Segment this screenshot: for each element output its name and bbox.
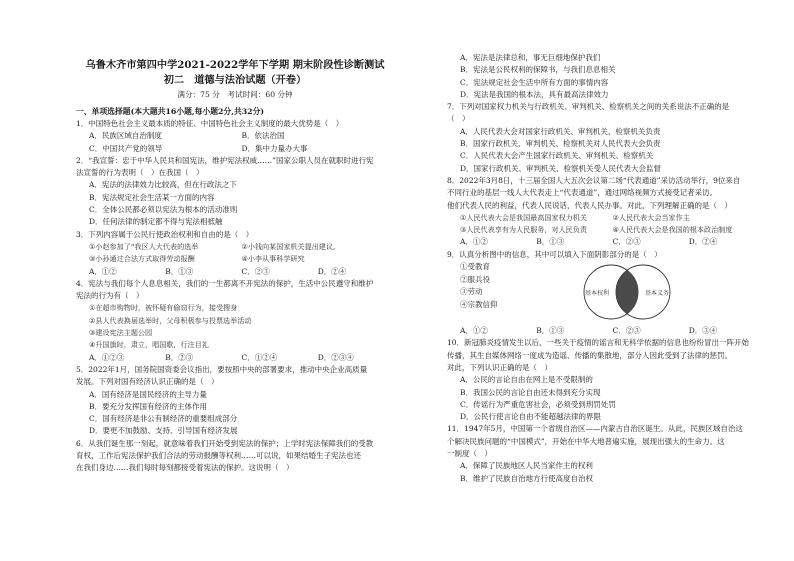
question-7	[447, 101, 765, 126]
option-d[interactable]: D．宪法是我国的根本法，具有最高法律效力	[460, 89, 609, 99]
question-10	[447, 337, 765, 374]
option-c[interactable]: C．中国共产党的领导	[89, 143, 163, 153]
option-c[interactable]: C．②③	[612, 326, 641, 336]
question-stem: 2．“我宣誓：忠于中华人民共和国宪法，维护宪法权威……”国家公职人员在就职时进行宪	[76, 155, 374, 165]
option-a[interactable]: A．保障了民族地区人民当家作主的权利	[460, 461, 593, 471]
question-3	[76, 229, 394, 241]
option-c[interactable]: C．宪法规定社会生活中所有方面的事情内容	[460, 77, 609, 87]
question-stem: 育权，工作后宪法保护我们合法的劳动报酬等权利……可以说，如果结婚生子宪法也还	[76, 451, 361, 461]
exam-meta: 满分：75 分 考试时间：60 分钟	[177, 90, 293, 99]
option-d[interactable]: D．公民行使言论自由不能超越法律的界限	[460, 412, 602, 422]
question-5	[76, 364, 394, 389]
section-heading: 一、单项选择题(本大题共16小题,每小题2分,共32分)	[76, 107, 265, 116]
option-b[interactable]: B．要充分发挥国有经济的主体作用	[89, 401, 208, 411]
venn-items	[447, 261, 557, 311]
question-stem: 宪法的行为有（ ）	[76, 291, 144, 301]
question-stem: 不同行业的基层一线人大代表走上“代表通道”，通过网络视频方式接受记者采访。	[447, 188, 718, 198]
option-c[interactable]: C．国有经济是非公有制经济的重要组成部分	[89, 414, 238, 424]
item-1: ①小赵参加了“我区人大代表的选举	[89, 241, 199, 251]
option-c[interactable]: C．全体公民都必须以宪法为根本的活动准则	[89, 205, 238, 215]
items-row	[447, 212, 765, 224]
question-stem: 他们代表人民的利益，代表人民说话，代表人民办事。对此，下列理解正确的是（ ）	[447, 200, 732, 210]
item-3: ③小孙通过合法方式取得劳动报酬	[89, 254, 195, 264]
options-row	[447, 325, 765, 337]
option-a[interactable]: A．①②	[460, 237, 488, 247]
option-d[interactable]: D．国家行政机关、审判机关、检察机关受人民代表大会监督	[460, 163, 662, 173]
venn-block	[447, 261, 765, 325]
item-3: ③劳动	[460, 287, 483, 297]
item-1: ①人民代表大会是我国最高国家权力机关	[460, 212, 587, 222]
option-b[interactable]: B．维护了民族自治地方行使高度自治权	[460, 473, 594, 483]
question-8	[447, 175, 765, 212]
options-row	[447, 236, 765, 248]
option-a[interactable]: A．①②③	[89, 352, 125, 362]
option-b[interactable]: B．宪法是公民权利的保障书，与我们息息相关	[460, 65, 616, 75]
option-d[interactable]: D．②③④	[317, 352, 354, 362]
question-stem: 10．新冠肺炎疫情发生以后，一些关于疫情的谣言和无科学依据的信息也纷纷冒出一阵开始	[447, 338, 750, 348]
question-stem: 8．2022年3月8日，十三届全国人大五次会议第二场“代表通道”采访活动举行，9位来自	[447, 175, 741, 185]
question-stem: 6．从我们诞生那一刻起，就意味着我们开始受到宪法的保护；上学时宪法保障我们的受教	[76, 438, 374, 448]
item-4: ④宗教信仰	[460, 299, 498, 309]
option-a[interactable]: A．①②	[89, 266, 117, 276]
option-c[interactable]: C．①②④	[241, 352, 278, 362]
option-b[interactable]: B．①③	[165, 266, 194, 276]
item-2: ②服兵役	[460, 274, 490, 284]
option-a[interactable]: A．人民代表大会对国家行政机关、审判机关、检察机关负责	[460, 126, 661, 136]
option-b[interactable]: B．我国公民的言论自由还未得到充分实现	[460, 387, 601, 397]
question-stem: 11．1947年5月，中国第一个省级自治区——内蒙古自治区诞生。从此，民族区域自治这	[447, 424, 743, 434]
option-d[interactable]: D．要更不加鼓励、支持、引导国有经济发展	[89, 426, 238, 436]
venn-right-label: 基本义务	[644, 290, 670, 298]
question-stem: 个解决民族问题的“中国模式”，开始在中华大地普遍实施，展现出强大的生命力。这	[447, 436, 725, 446]
item-1: ①在超市购物时，被怀疑有偷窃行为，接受搜身	[89, 303, 238, 313]
question-stem: 4．宪法与我们每个人息息相关，我们的一生都离不开宪法的保护，生活中公民遵守和维护	[76, 278, 374, 288]
option-b[interactable]: B．依法治国	[241, 131, 285, 141]
option-b[interactable]: B．①③	[536, 237, 565, 247]
question-stem: 对此，下列认识正确的是（ ）	[447, 362, 552, 372]
exam-title: 乌鲁木齐市第四中学2021-2022学年下学期 期末阶段性诊断测试	[85, 59, 385, 71]
left-column	[76, 0, 394, 475]
option-b[interactable]: B．国家行政机关、审判机关、检察机关对人民代表大会负责	[460, 139, 661, 149]
options-row	[76, 266, 394, 278]
question-2	[76, 155, 394, 180]
question-11	[447, 423, 765, 460]
right-column	[447, 52, 765, 485]
item-1: ①受教育	[460, 262, 490, 272]
option-a[interactable]: A．①②	[460, 326, 488, 336]
option-c[interactable]: C．②③	[612, 237, 641, 247]
question-stem: 传播，其生自媒体网络一度成为造谣、传播的集散地，部分人因此受到了法律的惩罚。	[447, 350, 732, 360]
option-b[interactable]: B．①③	[536, 326, 565, 336]
item-3: ③人民代表享有为人民服务，对人民负责	[460, 225, 587, 235]
question-stem: 9．认真分析图中的信息，其中可以填入下面阴影部分的是（ ）	[447, 249, 662, 259]
item-4: ④升国旗时，肃立，唱国歌，行注目礼	[89, 340, 209, 350]
option-d[interactable]: D．任何法律的制定都不得与宪法相抵触	[89, 217, 223, 227]
option-d[interactable]: D．③④	[688, 326, 718, 336]
option-d[interactable]: D．②④	[688, 237, 718, 247]
options-row	[76, 143, 394, 155]
question-stem: 1．中国特色社会主义最本质的特征、中国特色社会主义制度的最大优势是（ ）	[76, 119, 344, 128]
option-a[interactable]: A．民族区域自治制度	[89, 131, 162, 141]
question-6	[76, 438, 394, 475]
question-stem: （ ）	[447, 114, 470, 124]
option-a[interactable]: A．国有经济是国民经济的主导力量	[89, 389, 207, 399]
item-2: ②小钱向某国家机关提出建议,	[241, 241, 336, 251]
question-stem: 5．2022年1月，国务院国资委会议指出，要按照中央的部署要求，推动中央企业高质量	[76, 364, 368, 374]
option-b[interactable]: B．②③	[165, 352, 194, 362]
question-stem: 发展。下列对国有经济认识正确的是（ ）	[76, 377, 219, 387]
question-stem: 3．下列内容属于公民行使政治权利和自由的是（ ）	[76, 229, 254, 239]
question-stem: 在我们身边……我们每时每刻都接受着宪法的保护。这说明（ ）	[76, 463, 294, 473]
options-row	[76, 352, 394, 364]
items-row	[76, 253, 394, 265]
exam-subtitle: 初二 道德与法治试题（开卷）	[163, 74, 307, 86]
question-stem: 法宣誓的行为表明（ ）在我国（ ）	[76, 168, 204, 178]
items-row	[447, 224, 765, 236]
option-c[interactable]: C．传谣行为严重危害社会，必须受到刑罚处罚	[460, 399, 616, 409]
option-d[interactable]: D．②④	[317, 266, 347, 276]
option-c[interactable]: C．②③	[241, 266, 270, 276]
option-d[interactable]: D．集中力量办大事	[241, 143, 308, 153]
item-2: ②人民代表大会当家作主	[612, 212, 690, 222]
option-b[interactable]: B．宪法规定社会生活某一方面的内容	[89, 192, 215, 202]
item-4: ④小李从事科学研究	[241, 254, 305, 264]
item-2: ②县人代表换届选举时，父母积极参与投票选举活动	[89, 315, 252, 325]
option-a[interactable]: A．宪法的法律效力比较高，但在行政法之下	[89, 180, 237, 190]
options-row	[76, 130, 394, 142]
item-4: ④人民代表大会是我国的根本政治制度	[612, 225, 733, 235]
question-4	[76, 278, 394, 303]
items-row	[76, 241, 394, 253]
option-c[interactable]: C．人民代表大会产生国家行政机关、审判机关、检察机关	[460, 151, 654, 161]
item-3: ③建设宪法主题公园	[89, 328, 153, 338]
venn-diagram	[567, 263, 687, 321]
venn-left-label: 基本权利	[584, 290, 610, 298]
option-a[interactable]: A．宪法是法律总和，事无巨细地保护我们	[460, 53, 601, 62]
option-a[interactable]: A．公民的言论自由在网上是不受限制的	[460, 375, 593, 385]
question-1	[76, 118, 394, 130]
question-stem: 7．下列对国家权力机关与行政机关、审判机关、检察机关之间的关系说法不正确的是	[447, 102, 730, 112]
question-stem: 一制度（ ）	[447, 449, 492, 459]
question-9	[447, 249, 765, 261]
